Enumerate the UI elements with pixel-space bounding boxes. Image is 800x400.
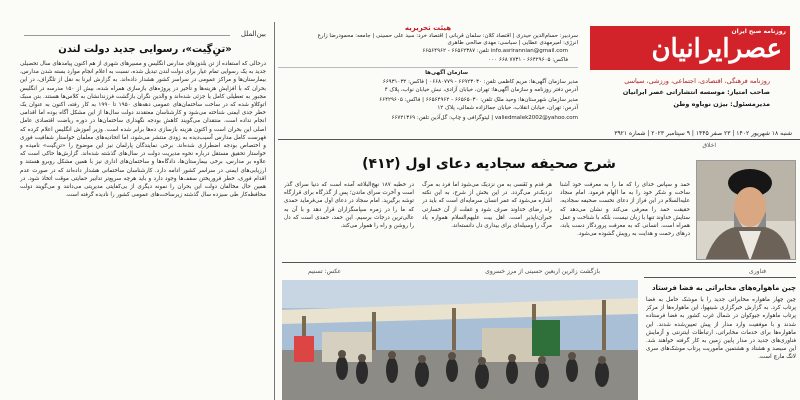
right-column [278, 0, 800, 400]
cleric-portrait-image [696, 161, 795, 260]
editorial-title: هیئت تحریریه [404, 24, 452, 32]
masthead-date: شنبه ۱۸ شهریور ۱۴۰۲ | ۲۳ صفر ۱۴۴۵ | ۹ سپتامبر ۲۰۲۳ | شماره ۳۹۲۱ [614, 130, 792, 137]
info-row: info.asrirannian@gmail.com تلفن: ۶۶۵۶۲۳۸۷ - ۶۶۵۶۴۹۶۲ [422, 48, 568, 54]
mid-rule [282, 262, 796, 263]
info-row: فاکس: ۶۶۴۲۹۶۰۵ - ۷۷۳۱ ۶۶۸ ۰۰۰ [488, 57, 568, 63]
main-article-title: شرح صحیفه سجادیه دعای اول (۴۱۲) [362, 156, 616, 172]
masthead-tagline: روزنامه فرهنگی، اقتصادی، اجتماعی، ورزشی، سیاسی [624, 77, 770, 85]
bottom-rule [644, 277, 796, 278]
masthead-manager: مدیرمسئول: بیژن نوباوه وطن [673, 100, 770, 108]
info-row: valiedmalek2002@yahoo.com | لیتوگرافی و چاپ: گل‌آذین تلفن: ۶۶۷۲۱۳۶۹ [391, 115, 578, 121]
masthead-owner: صاحب امتیاز: موسسه انتشاراتی عصر ایرانیان [622, 88, 770, 96]
photo-credit: عکس: تسنیم [308, 268, 342, 275]
main-article-col2: هر قدم و نَفَسی به من نزدیک می‌شود اما فرد به مرگ نزدیک‌تر می‌گردد. در این بخش از شرح، به این نکته اشاره می‌شود که عمر انسان سرمایه‌ای است که باید در راه رضای خداوند صرف شود و غفلت از آن خسارتی جبران‌ناپذیر است. اهل بیت علیهم‌السلام همواره یاد مرگ را وسیله‌ای برای بیداری دل دانسته‌اند. [422, 182, 552, 230]
main-section-label: اخلاق [702, 142, 716, 149]
info-divider [278, 67, 578, 68]
column-divider [274, 22, 275, 400]
kicker-rule [24, 35, 230, 36]
main-article-col1: حمد و سپاس خدای را که ما را به معرفت خود آشنا ساخت و شکر خود را به ما الهام فرمود. امام سجاد علیه‌السلام در این فراز از دعای نخست صحیفه سجادیه، حقیقت حمد را معرفی می‌کند و نشان می‌دهد که ستایش خداوند تنها با زبان نیست، بلکه با شناخت و عمل همراه است. انسانی که به معرفت پروردگار دست یابد، درهای رحمت و هدایت به رویش گشوده می‌شود. [560, 182, 690, 238]
photo-caption: بازگشت زائرین اربعین حسینی از مرز خسروی [485, 268, 600, 275]
logo-text: عصرایرانیان [651, 34, 782, 64]
ads-section-title: سازمان آگهی‌ها [425, 70, 468, 76]
news-photo [282, 280, 638, 400]
logo-small-text: روزنامه صبح ایران [731, 28, 786, 35]
left-article-title: «تنِ‌گِیت»، رسوایی جدید دولت لندن [58, 44, 232, 55]
info-row: آدرس دفتر روزنامه و سازمان آگهی‌ها: تهران، خیابان آزادی، نبش خیابان نواب، پلاک ۴ [384, 87, 578, 93]
bottom-article-body: چین چهار ماهواره مخابراتی جدید را با موشک حامل به فضا پرتاب کرد. به گزارش خبرگزاری شینهوا، این ماهواره‌ها از مرکز پرتاب ماهواره جیوکوان در شمال غرب کشور به فضا فرستاده شدند و با موفقیت وارد مدار از پیش تعیین‌شده شدند. این ماهواره‌ها برای خدمات مخابراتی، ارتباطات اینترنتی و آزمایش فناوری‌های جدید در مدار پایین زمین به کار گرفته خواهند شد. این سیصد و هشتاد و هشتمین مأموریت پرتاب موشک‌های سری لانگ مارچ است. [646, 297, 796, 361]
portrait-photo [696, 160, 796, 260]
left-article-body: درحالی که استفاده از تن بلدوزهای مدارس انگلیس و مسیرهای شهری از هم اکنون پیامدهای سال تحصیلی جدید به یک رسوایی تمام عیار برای دولت لندن تبدیل شده، نسبت به اعلام انجام موارد بسته شدن مدارس، بیمارستان‌ها و مراکز عمومی در سراسر کشور هشدار داده‌اند. به گزارش ایرنا به نقل از تلگراف، در این بحران که با افزایش هزینه‌ها و تأخیر در پروژه‌های بازسازی همراه شده، بیش از ۱۵۰ مدرسه در انگلیس مجبور به تعطیلی کامل یا جزئی شده‌اند و والدین نگران بازگشت فرزندانشان به کلاس‌ها هستند. بتن سبک اتوکلاو شده که در ساخت ساختمان‌های عمومی دهه‌های ۱۹۵۰ تا ۱۹۹۰ به کار رفته، اکنون به عنوان یک خطر جدی ایمنی شناخته می‌شود و کارشناسان معتقدند دولت سال‌ها از این مشکل آگاه بوده اما اقدامی انجام نداده است. منتقدان می‌گویند کاهش بودجه نگهداری ساختمان‌ها در دوره ریاضت اقتصادی عامل اصلی این بحران است و اکنون هزینه بازسازی ده‌ها برابر شده است. وزیر آموزش انگلیس اعلام کرده که فهرست کامل مدارس آسیب‌دیده به زودی منتشر می‌شود، اما اتحادیه‌های معلمان خواستار شفافیت فوری و اختصاص بودجه اضطراری شده‌اند. برخی نمایندگان پارلمان نیز این موضوع را «تنِ‌گیت» نامیده و خواستار تحقیق مستقل درباره نحوه مدیریت دولت در سال‌های گذشته شده‌اند. گزارش‌ها حاکی است که علاوه بر مدارس، برخی بیمارستان‌ها، دادگاه‌ها و ساختمان‌های اداری نیز با همین مشکل روبرو هستند و ارزیابی‌های ایمنی در سراسر کشور ادامه دارد. کارشناسان ساختمانی هشدار داده‌اند که در صورت عدم اقدام فوری، خطر فروریختن سقف‌ها وجود دارد و باید هرچه سریع‌تر تدابیر حمایتی موقت اتخاذ شود. در همین حال مخالفان دولت این بحران را نمونه دیگری از بی‌کفایتی مدیریتی می‌دانند و می‌گویند دولت محافظه‌کار طی سیزده سال گذشته زیرساخت‌های عمومی کشور را نادیده گرفته است. [20, 61, 266, 199]
info-row: آدرس: تهران، خیابان انقلاب، خیابان جمالزاده شمالی، پلاک ۱۲ [437, 105, 578, 111]
main-article-col3: در خطبه ۱۸۷ نهج‌البلاغه آمده است که دنیا سرای گذر است و آخرت سرای ماندن؛ پس از گذرگاه برای قرارگاه توشه برگیرید. امام سجاد در دعای اول می‌فرماید حمدی که ما را در زمره سپاسگزاران قرار دهد و با آن به عالی‌ترین درجات برسیم. این حمد، حمدی است که دل را روشن و راه را هموار می‌کند. [284, 182, 414, 230]
masthead-rule [278, 139, 800, 140]
info-row: مدیر سازمان شهرستان‌ها: وحید ملک تلفن: ۶۶۵۶۵۰۳۰ - ۶۶۵۶۴۹۶۲ | فاکس: ۶۶۴۲۹۶۰۵ [379, 97, 578, 103]
left-column [20, 0, 270, 400]
bottom-article-title: چین ماهواره‌های مخابراتی به فضا فرستاد [651, 284, 796, 292]
info-row: مدیر سازمان آگهی‌ها: مریم کاظمی تلفن: ۶۶۹۲۳۰۳۰ - ۰۶۶۸۰۷۷۹ | فاکس: ۶۶۹۳۱۰۳۲ [382, 79, 578, 85]
bottom-section-label: فناوری [749, 268, 766, 275]
border-crossing-image [282, 280, 638, 400]
info-row: انرژی: امیرمهدی عطایی | سیاسی: مهدی صالحی طاهری [447, 40, 578, 46]
section-kicker: بین‌الملل [240, 30, 266, 38]
info-row: سردبیر: حسام‌الدین حیدری | اقتصاد کلان: سلمان قربانی | اقتصاد خرد: سید علی حسینی | جامعه: محمودرضا زارع [317, 33, 578, 39]
